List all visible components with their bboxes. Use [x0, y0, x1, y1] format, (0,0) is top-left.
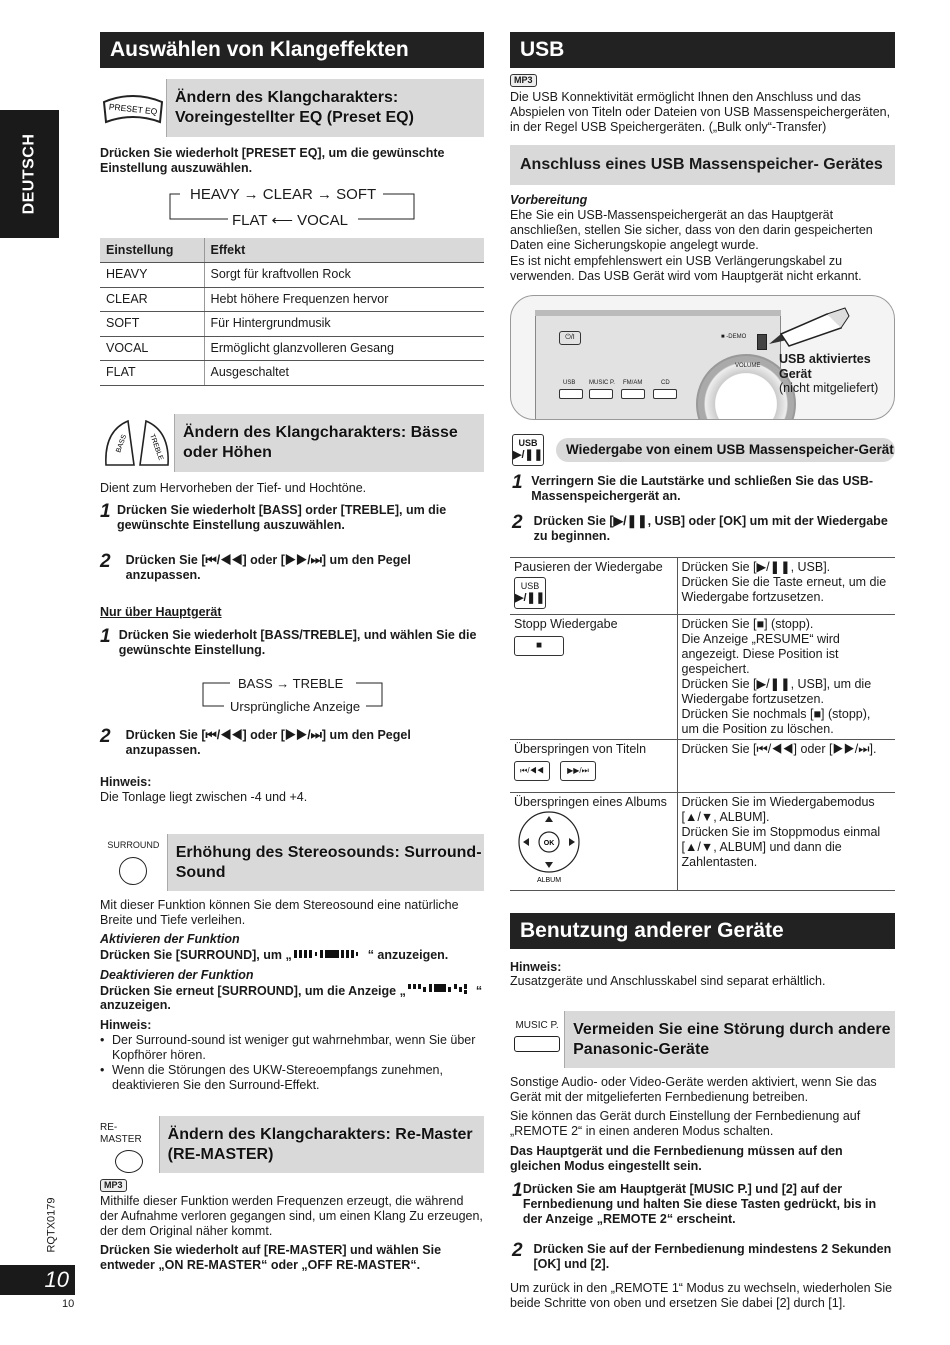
- step-text: Drücken Sie auf der Fernbedienung mindestens 2 Sekunden [OK] und [2].: [533, 1242, 892, 1271]
- surround-title: Erhöhung des Stereosounds: Surround-Sound: [175, 843, 482, 881]
- table-row: [100, 263, 484, 288]
- preset-eq-icon-label: PRESET EQ: [108, 101, 158, 117]
- step-text: Drücken Sie wiederholt [BASS] order [TREBLE], um die gewünschte Einstellung auszuwählen.: [117, 503, 447, 532]
- remaster-header: [100, 1116, 484, 1173]
- language-tab: [0, 110, 59, 238]
- bass-cycle-top: BASS → TREBLE: [238, 676, 344, 691]
- usb-playback-header: Wiedergabe von einem USB Massenspeicher-Gerät: [556, 438, 895, 462]
- usb-callout: USB aktiviertes Gerät: [779, 352, 871, 381]
- surround-notes: [100, 1033, 484, 1093]
- table-cell: Ermöglicht glanzvolleren Gesang: [204, 336, 484, 361]
- step-text: Drücken Sie [⏮/◀◀] oder [▶▶/⏭] um den Pegel anzupassen.: [125, 553, 411, 582]
- power-button: ⏻/I: [559, 331, 581, 345]
- avoid-p2: Sie können das Gerät durch Einstellung der Fernbedienung auf „REMOTE 2“ in einen anderen Modus schalten.: [510, 1109, 861, 1138]
- usb-step-2: [512, 514, 895, 544]
- bass-note: Die Tonlage liegt zwischen -4 und +4.: [100, 790, 308, 804]
- note-item: [100, 1033, 484, 1063]
- skip-keys: [514, 761, 673, 781]
- music-p-button: [589, 389, 613, 399]
- table-header: Einstellung: [100, 238, 204, 263]
- preset-eq-cycle-bottom: FLAT ⟵ VOCAL: [232, 212, 348, 229]
- avoid-step-1: [512, 1182, 895, 1227]
- preset-eq-header: [100, 79, 484, 137]
- bass-step-1: [100, 503, 484, 533]
- bass-intro: Dient zum Hervorheben der Tief- und Hochtöne.: [100, 481, 367, 495]
- step-number: 2: [100, 551, 111, 572]
- surround-off-display-icon: [406, 983, 476, 995]
- op-label: Stopp Wiedergabe: [514, 617, 618, 631]
- step-number: 1: [100, 626, 111, 647]
- rect-button-icon: [514, 1036, 560, 1052]
- bass-step-3: [100, 628, 484, 658]
- preset-eq-title: Ändern des Klangcharakters: Voreingestellter EQ (Preset EQ): [175, 89, 414, 126]
- surround-note-label: Hinweis:: [100, 1018, 152, 1032]
- other-note: Zusatzgeräte und Anschlusskabel sind separat erhältlich.: [510, 974, 826, 988]
- page-number: 10: [0, 1265, 75, 1295]
- step-number: 1: [512, 472, 523, 493]
- stop-demo-label: ■ -DEMO: [721, 334, 747, 340]
- note-text: Wenn die Störungen des UKW-Stereoempfangs zunehmen, deaktivieren Sie den Surround-Effekt.: [112, 1063, 443, 1092]
- volume-label: VOLUME: [735, 363, 761, 369]
- treble-icon-label: TREBLE: [148, 433, 165, 462]
- deactivate-pre: Drücken Sie erneut [SURROUND], um die Anzeige „: [100, 984, 406, 998]
- deactivate-end: anzuzeigen.: [100, 998, 171, 1012]
- deactivate-instruction: [100, 983, 482, 999]
- table-header: Effekt: [204, 238, 484, 263]
- activate-pre: Drücken Sie [SURROUND], um „: [100, 948, 292, 962]
- table-cell: [510, 615, 677, 740]
- bass-cycle-bottom: Ursprüngliche Anzeige: [230, 699, 361, 714]
- op-description: Drücken Sie [▶/❚❚, USB]. Drücken Sie die Taste erneut, um die Wiedergabe fortzusetzen.: [677, 558, 895, 615]
- music-p-button-label: MUSIC P.: [589, 380, 615, 386]
- table-row: [100, 312, 484, 337]
- prep-text-2: Es ist nicht empfehlenswert ein USB Verlängerungskabel zu verwenden. Das USB Gerät wird vom Hauptgerät nicht erkannt.: [510, 254, 862, 283]
- cd-button-label: CD: [661, 380, 670, 386]
- surround-button-icon: [100, 834, 168, 891]
- other-devices-banner: Benutzung anderer Geräte: [510, 913, 895, 949]
- op-label: Überspringen eines Albums: [514, 795, 667, 809]
- step-number: 2: [100, 726, 111, 747]
- avoid-step-2: [512, 1242, 895, 1272]
- surround-display-icon: [292, 949, 368, 959]
- skip-back-key-icon: ⏮/◀◀: [514, 761, 550, 781]
- remaster-body: Mithilfe dieser Funktion werden Frequenzen erzeugt, die während der Aufnahme verloren gegangen sind, um einen Klang Zu erzeugen, der dem Original näher kommt.: [100, 1194, 483, 1238]
- bass-treble-button-icons: [100, 414, 175, 472]
- table-row: [510, 558, 895, 615]
- step-text: Drücken Sie am Hauptgerät [MUSIC P.] und [2] auf der Fernbedienung und halten Sie diese Tasten gedrückt, bis in der Anzeige „REMOTE 2“ erscheint.: [522, 1182, 877, 1226]
- op-label: Pausieren der Wiedergabe: [514, 560, 663, 574]
- step-text: Drücken Sie [⏮/◀◀] oder [▶▶/⏭] um den Pegel anzupassen.: [125, 728, 411, 757]
- table-cell: VOCAL: [100, 336, 204, 361]
- panel-top-strip: [535, 310, 781, 316]
- usb-callout-note: (nicht mitgeliefert): [779, 381, 879, 395]
- step-number: 2: [512, 1240, 523, 1261]
- table-header-row: [100, 238, 484, 263]
- bass-step-4: [100, 728, 484, 758]
- bass-treble-header: [100, 414, 484, 472]
- round-button-icon: [115, 1150, 143, 1173]
- step-text: Drücken Sie wiederholt [BASS/TREBLE], und wählen Sie die gewünschte Einstellung.: [118, 628, 477, 657]
- remaster-title: Ändern des Klangcharakters: Re-Master (RE-MASTER): [167, 1125, 473, 1163]
- deactivate-post: “: [475, 984, 483, 998]
- step-number: 2: [512, 512, 523, 533]
- bullet: •: [100, 1033, 105, 1047]
- main-unit-heading: Nur über Hauptgerät: [100, 605, 222, 619]
- usb-button-label: USB: [563, 380, 576, 386]
- other-note-label: Hinweis:: [510, 960, 562, 974]
- bass-treble-title: Ändern des Klangcharakters: Bässe oder Höhen: [183, 424, 458, 461]
- key-top: USB: [518, 438, 538, 448]
- op-label: Überspringen von Titeln: [514, 742, 647, 756]
- skip-forward-key-icon: ▶▶/⏭: [560, 761, 596, 781]
- album-dial-icon: [514, 810, 584, 884]
- dial-center: OK: [543, 840, 555, 847]
- table-row: [100, 287, 484, 312]
- table-row: [510, 793, 895, 891]
- preset-eq-cycle: [168, 184, 416, 229]
- avoid-p1: Sonstige Audio- oder Video-Geräte werden aktiviert, wenn Sie das Gerät mit der mitgelieferten Fernbedienung betreiben.: [510, 1075, 877, 1104]
- usb-connection-figure: [510, 295, 895, 420]
- preset-eq-cycle-top: HEAVY → CLEAR → SOFT: [190, 186, 377, 203]
- usb-connect-header: Anschluss eines USB Massenspeicher- Gerätes: [510, 145, 895, 185]
- usb-play-key-icon: [514, 577, 546, 609]
- usb-step-1: [512, 474, 895, 504]
- bass-icon-label: BASS: [115, 433, 129, 454]
- key-bottom: ▶/❚❚: [515, 592, 545, 604]
- note-text: Der Surround-sound ist weniger gut wahrnehmbar, wenn Sie über Kopfhörer hören.: [112, 1033, 476, 1062]
- activate-instruction: [100, 948, 448, 963]
- bass-step-2: [100, 553, 484, 583]
- table-cell: [510, 740, 677, 793]
- table-cell: [510, 793, 677, 891]
- table-cell: Hebt höhere Frequenzen hervor: [204, 287, 484, 312]
- page-number-small: 10: [62, 1298, 75, 1310]
- prep-label: Vorbereitung: [510, 193, 588, 207]
- table-cell: Ausgeschaltet: [204, 361, 484, 386]
- usb-play-key-icon: [512, 434, 544, 466]
- mp3-badge: MP3: [100, 1179, 127, 1192]
- table-cell: SOFT: [100, 312, 204, 337]
- avoid-interference-header: [510, 1011, 895, 1068]
- step-text: Drücken Sie [▶/❚❚, USB] oder [OK] um mit der Wiedergabe zu beginnen.: [533, 514, 888, 543]
- remaster-icon-label: RE-MASTER: [100, 1122, 142, 1145]
- surround-header: [100, 834, 484, 891]
- avoid-interference-title: Vermeiden Sie eine Störung durch andere Panasonic-Geräte: [573, 1020, 891, 1058]
- table-cell: FLAT: [100, 361, 204, 386]
- bullet: •: [100, 1063, 105, 1077]
- step-number: 1: [100, 501, 111, 522]
- op-description: Drücken Sie [■] (stopp). Die Anzeige „RESUME“ wird angezeigt. Diese Position ist gespeichert. Drücken Sie [▶/❚❚, USB], um die Wiedergabe fortzusetzen. Drücken Sie nochmals [■] (stopp), um die Position zu löschen.: [677, 615, 895, 740]
- table-cell: Für Hintergrundmusik: [204, 312, 484, 337]
- stop-key-icon: ■: [514, 636, 564, 656]
- language-label: DEUTSCH: [20, 133, 38, 215]
- preset-eq-table: [100, 238, 484, 386]
- table-cell: CLEAR: [100, 287, 204, 312]
- mp3-badge: MP3: [510, 74, 537, 87]
- bass-note-label: Hinweis:: [100, 775, 152, 789]
- usb-banner: USB: [510, 32, 895, 68]
- table-row: [100, 361, 484, 386]
- table-row: [510, 615, 895, 740]
- table-row: [100, 336, 484, 361]
- deactivate-label: Deaktivieren der Funktion: [100, 968, 254, 982]
- fm-am-button-label: FM/AM: [623, 380, 643, 386]
- note-item: [100, 1063, 484, 1093]
- table-row: [510, 740, 895, 793]
- table-cell: HEAVY: [100, 263, 204, 288]
- round-button-icon: [119, 857, 147, 885]
- remaster-button-icon: [100, 1116, 160, 1173]
- surround-icon-label: SURROUND: [107, 840, 160, 850]
- remaster-instruction: Drücken Sie wiederholt auf [RE-MASTER] und wählen Sie entweder „ON RE-MASTER“ oder „OFF RE-MASTER“.: [100, 1243, 442, 1272]
- surround-intro: Mit dieser Funktion können Sie dem Stereosound eine natürliche Breite und Tiefe verleihen.: [100, 898, 459, 927]
- activate-label: Aktivieren der Funktion: [100, 932, 240, 946]
- dial-label: ALBUM: [536, 877, 562, 884]
- cd-button: [653, 389, 677, 399]
- table-cell: Sorgt für kraftvollen Rock: [204, 263, 484, 288]
- activate-post: “ anzuzeigen.: [367, 948, 449, 962]
- key-top: USB: [520, 581, 540, 591]
- fm-am-button: [621, 389, 645, 399]
- music-p-button-icon: [510, 1011, 565, 1068]
- step-number: 1: [512, 1180, 523, 1201]
- op-description: Drücken Sie im Wiedergabemodus [▲/▼, ALBUM]. Drücken Sie im Stoppmodus einmal [▲/▼, ALBUM] und dann die Zahlentasten.: [677, 793, 895, 891]
- bass-treble-cycle: [200, 675, 386, 715]
- usb-stick-icon: [761, 306, 851, 356]
- preset-eq-instruction: Drücken Sie wiederholt [PRESET EQ], um die gewünschte Einstellung auszuwählen.: [100, 146, 445, 175]
- sound-effects-banner: Auswählen von Klangeffekten: [100, 32, 484, 68]
- key-bottom: ▶/❚❚: [513, 449, 543, 461]
- usb-play-button: [559, 389, 583, 399]
- avoid-bold: Das Hauptgerät und die Fernbedienung müssen auf den gleichen Modus eingestellt sein.: [510, 1144, 843, 1173]
- avoid-end: Um zurück in den „REMOTE 1“ Modus zu wechseln, wiederholen Sie beide Schritte von oben und ersetzen Sie dabei [2] durch [1].: [510, 1281, 893, 1310]
- document-code: RQTX0179: [45, 1197, 58, 1253]
- op-description: Drücken Sie [⏮/◀◀] oder [▶▶/⏭].: [677, 740, 895, 793]
- usb-intro: Die USB Konnektivität ermöglicht Ihnen den Anschluss und das Abspielen von Titeln oder Dateien von USB Massenspeichergeräten, in der Regel USB Speichergeräten. („Bulk only“-Transfer): [510, 90, 891, 134]
- prep-text-1: Ehe Sie ein USB-Massenspeichergerät an das Hauptgerät anschließen, stellen Sie sicher, dass von den darin gespeicherten Daten eine Sicherungskopie angelegt wurde.: [510, 208, 873, 252]
- preset-eq-button-icon: [100, 79, 167, 137]
- music-p-icon-label: MUSIC P.: [515, 1020, 559, 1031]
- table-cell: [510, 558, 677, 615]
- step-text: Verringern Sie die Lautstärke und schließen Sie das USB-Massenspeichergerät an.: [531, 474, 874, 503]
- usb-operations-table: [510, 557, 895, 891]
